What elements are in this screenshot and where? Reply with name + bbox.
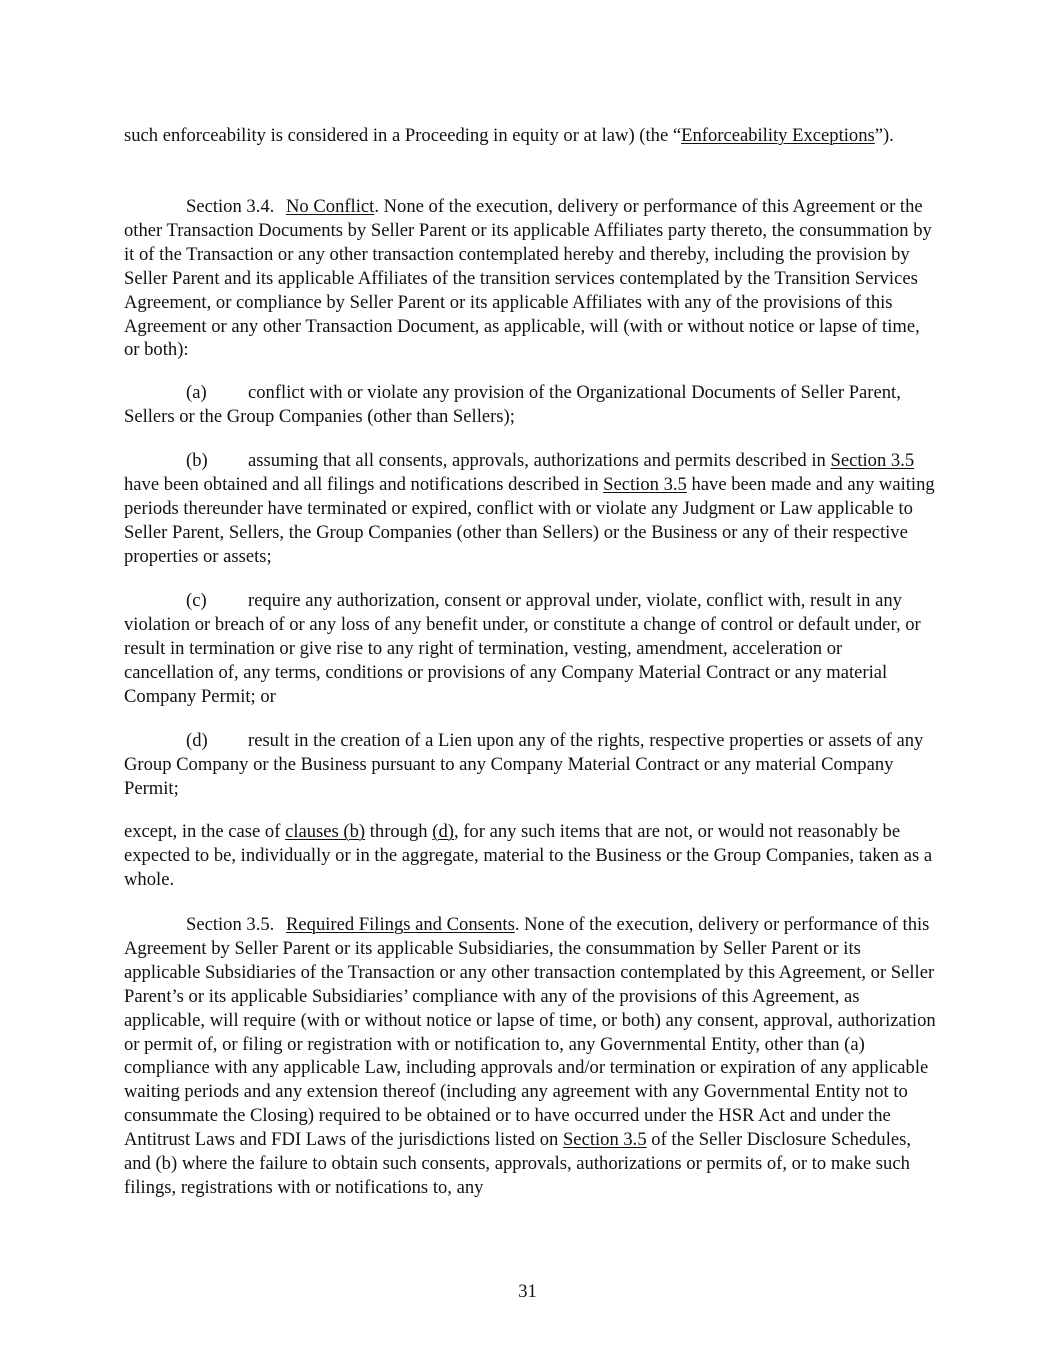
section-heading: Required Filings and Consents bbox=[286, 914, 515, 935]
clause-a bbox=[124, 381, 936, 429]
cross-reference: Section 3.5 bbox=[830, 450, 915, 471]
cross-reference: Section 3.5 bbox=[562, 1129, 647, 1151]
section-number: Section 3.5. bbox=[186, 914, 275, 935]
clause-b: (b) assuming that all consents, approvals, authorizations and permits described in Section 3.5 have been obtained and all filings and notifications described in Section 3.5 have been made and any waiting periods thereunder have terminated or expired, conflict with or violate any Judgment or Law applicable to Seller Parent, Sellers, the Group Companies (other than Sellers) or the Business or any of their respective properties or assets; bbox=[124, 450, 935, 567]
section-number: Section 3.4. bbox=[186, 196, 275, 217]
clause-label: (d) bbox=[186, 730, 208, 751]
clause-text: require any authorization, consent or approval under, violate, conflict with, result in any violation or breach of or any loss of any benefit under, or constitute a change of control or default under, or result in termination or give rise to any right of termination, vesting, amendment, acceleration or cancellation of, any terms, conditions or provisions of any Company Material Contract or any material Company Permit; or bbox=[124, 590, 921, 707]
clause-c bbox=[124, 589, 936, 709]
clause-label: (a) bbox=[186, 382, 207, 403]
paragraph-continuation: such enforceability is considered in a Proceeding in equity or at law) (the “Enforceability Exceptions”). bbox=[124, 125, 894, 146]
clause-d bbox=[124, 729, 936, 801]
section-3-4 bbox=[124, 195, 936, 362]
cross-reference: Section 3.5 bbox=[603, 473, 687, 495]
cross-reference: clauses (b) bbox=[285, 821, 366, 842]
defined-term-enforceability-exceptions: Enforceability Exceptions bbox=[681, 125, 875, 146]
cross-reference: (d) bbox=[432, 821, 454, 842]
clause-label: (c) bbox=[186, 590, 207, 611]
clause-text: conflict with or violate any provision of the Organizational Documents of Seller Parent, Sellers or the Group Companies (other than Sellers); bbox=[124, 382, 901, 427]
page-number: 31 bbox=[518, 1281, 537, 1302]
section-3-5: Section 3.5. Required Filings and Consents. None of the execution, delivery or performance of this Agreement by Seller Parent or its applicable Subsidiaries, the consummation by Seller Parent or its applicable Subsidiaries of the Transaction or any other transaction contemplated by this Agreement, or Seller Parent’s or its applicable Subsidiaries’ compliance with any of the provisions of this Agreement, as applicable, will require (with or without notice or lapse of time, or both) any consent, approval, authorization or permit of, or filing or registration with or notification to, any Governmental Entity, other than (a) compliance with any applicable Law, including approvals and/or termination or expiration of any applicable waiting periods and any extension thereof (including any agreement with any Governmental Entity not to consummate the Closing) required to be obtained or to have occurred under the HSR Act and under the Antitrust Laws and FDI Laws of the jurisdictions listed on Section 3.5 of the Seller Disclosure Schedules, and (b) where the failure to obtain such consents, approvals, authorizations or permits of, or to make such filings, registrations with or notifications to, any bbox=[124, 914, 936, 1198]
exception-paragraph: except, in the case of clauses (b) through (d), for any such items that are not, or would not reasonably be expected to be, individually or in the aggregate, material to the Business or the Group Companies, taken as a whole. bbox=[124, 821, 933, 890]
section-heading: No Conflict bbox=[286, 196, 375, 217]
clause-label: (b) bbox=[186, 450, 208, 471]
section-body: . None of the execution, delivery or performance of this Agreement or the other Transaction Documents by Seller Parent or its applicable Affiliates party thereto, the consummation by it of the Transaction or any other transaction contemplated hereby and thereby, including the provision by Seller Parent and its applicable Affiliates of the transition services contemplated by the Transition Services Agreement, or compliance by Seller Parent or its applicable Affiliates with any of the provisions of this Agreement or any other Transaction Document, as applicable, will (with or without notice or lapse of time, or both): bbox=[124, 196, 932, 361]
clause-text: result in the creation of a Lien upon any of the rights, respective properties or assets of any Group Company or the Business pursuant to any Company Material Contract or any material Company Permit; bbox=[124, 730, 924, 799]
